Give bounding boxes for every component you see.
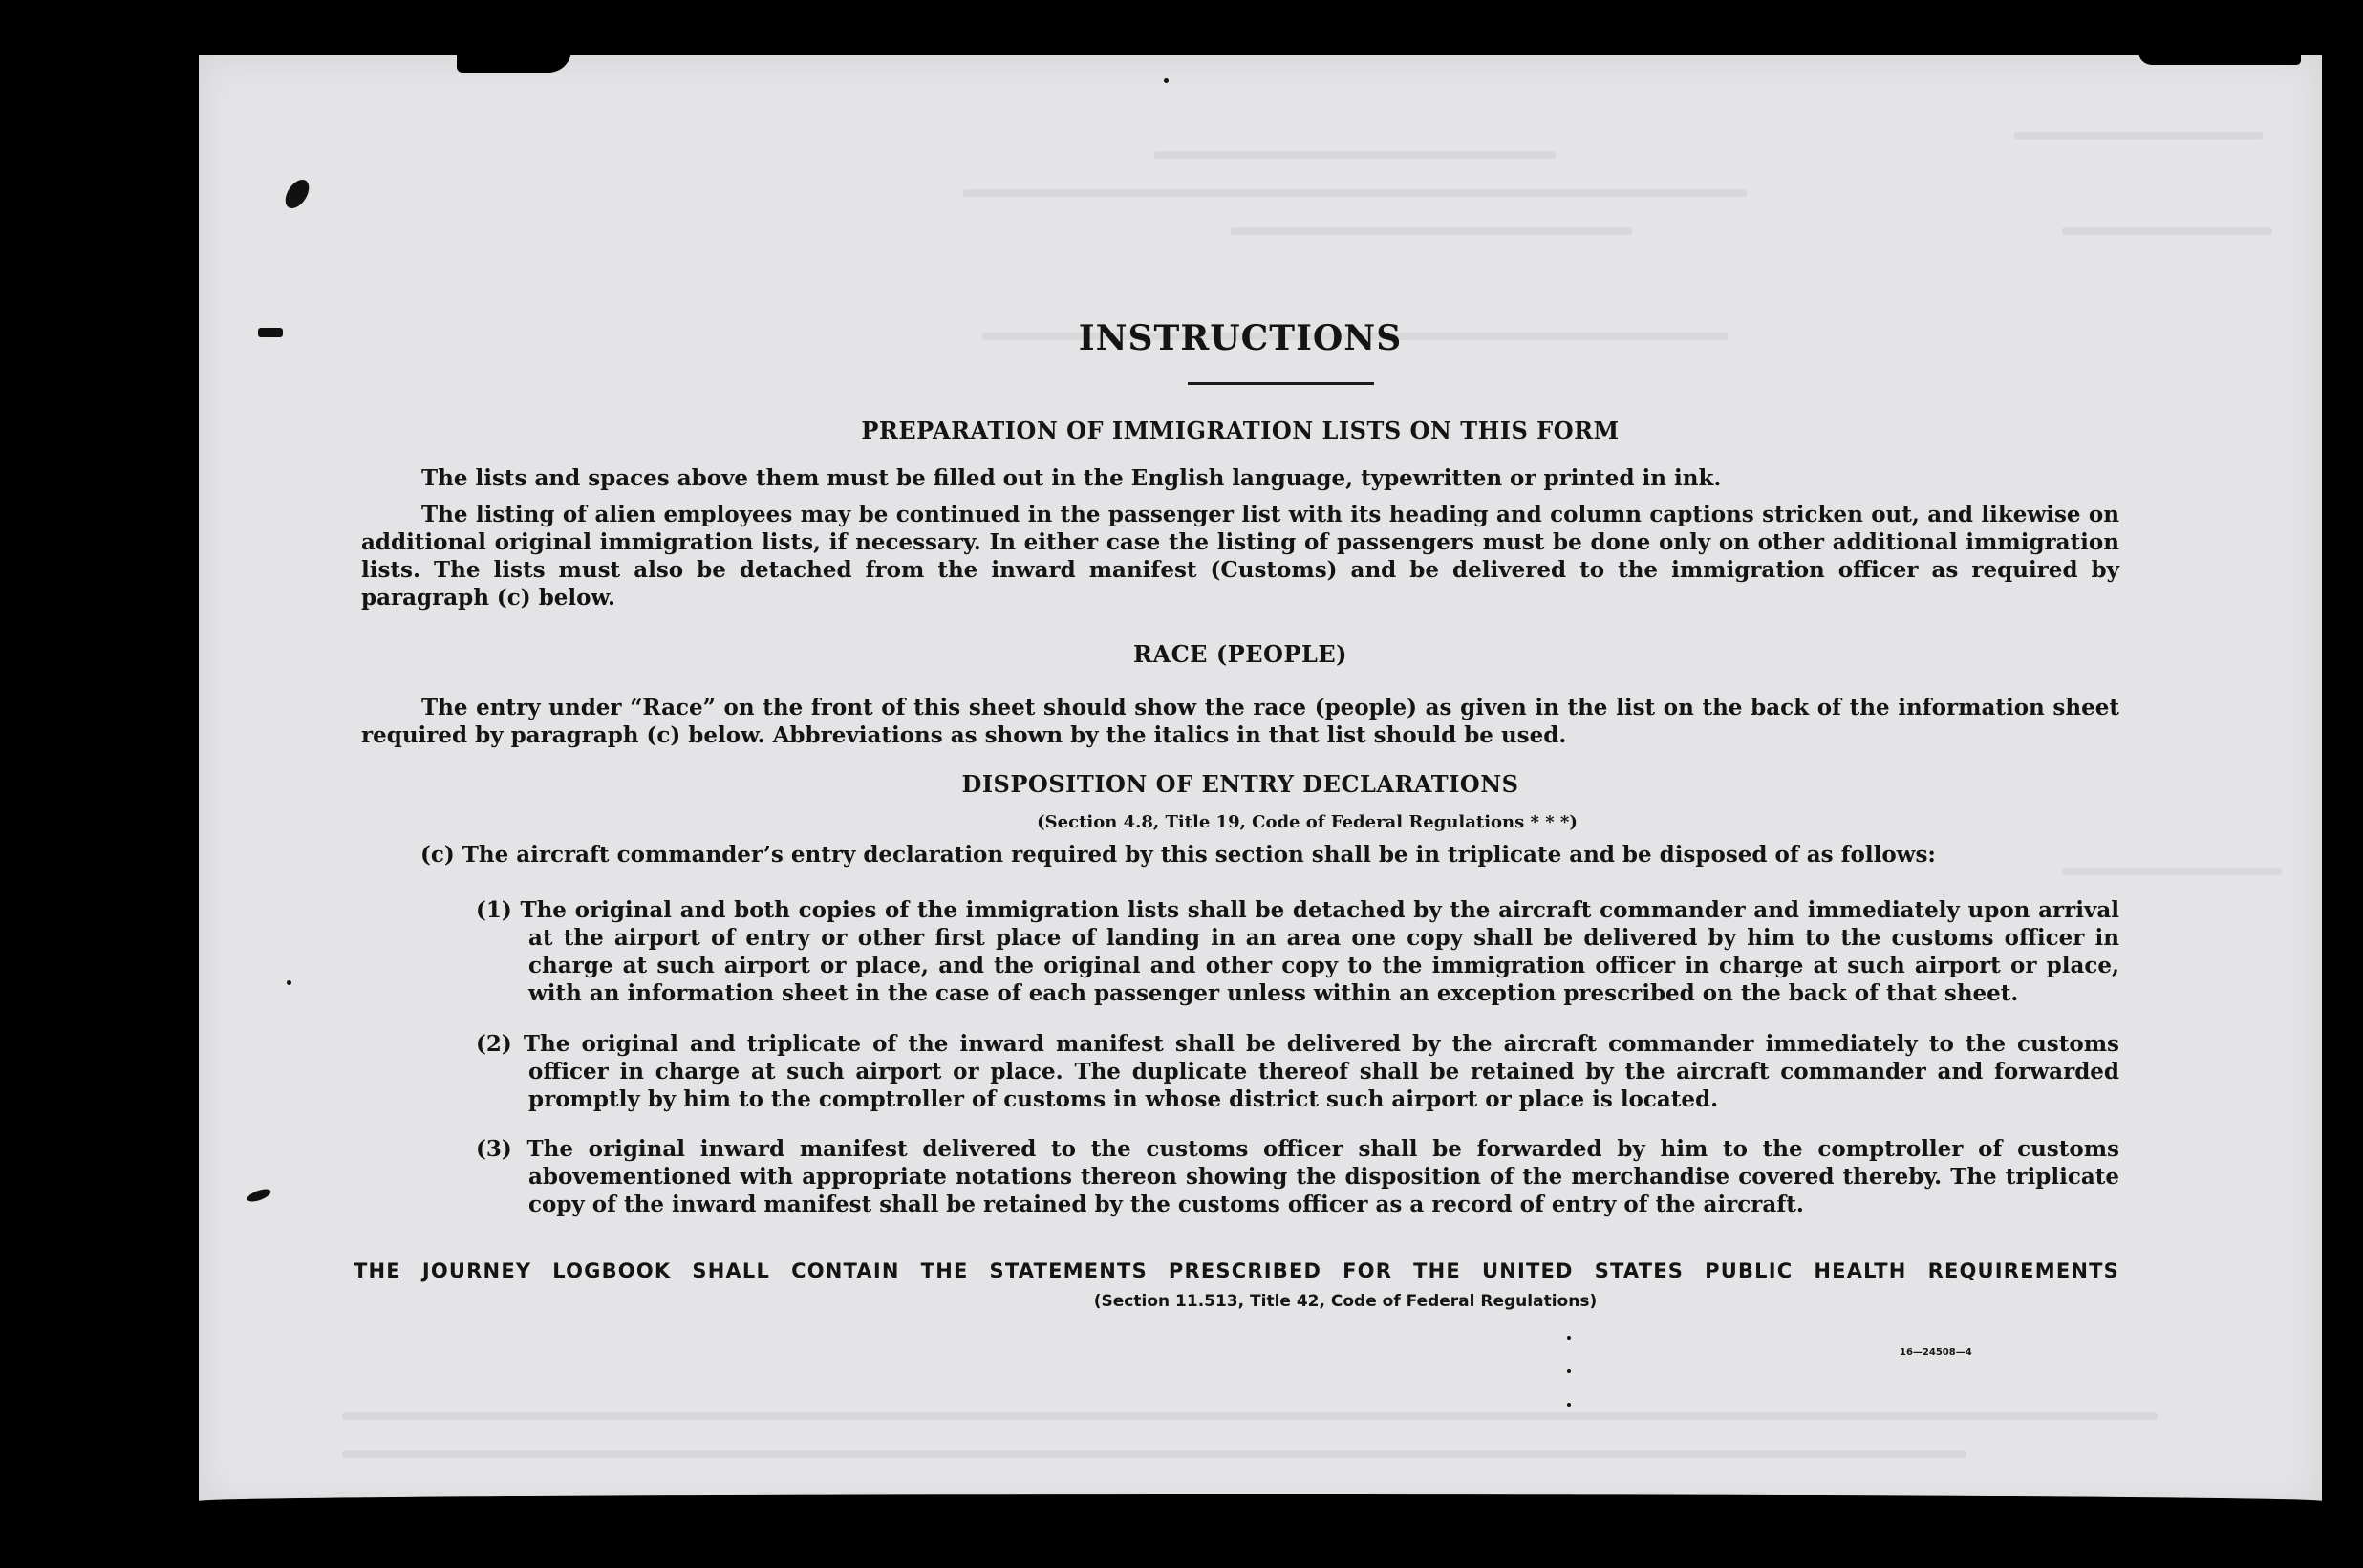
document-title: INSTRUCTIONS <box>1078 318 1403 358</box>
logbook-statement: THE JOURNEY LOGBOOK SHALL CONTAIN THE STATEMENTS PRESCRIBED FOR THE UNITED STATES PUBLIC HEALTH REQUIREMENTS <box>354 1259 2119 1282</box>
bleed-through-line <box>2062 227 2272 235</box>
bleed-through-line <box>342 1412 2158 1420</box>
bleed-through-line <box>963 189 1747 197</box>
form-code: 16—24508—4 <box>1900 1347 1972 1358</box>
bleed-through-line <box>2062 868 2282 875</box>
disposition-heading: DISPOSITION OF ENTRY DECLARATIONS <box>961 770 1519 798</box>
torn-edge-mark <box>199 1494 2322 1508</box>
disposition-item-2: (2) The original and triplicate of the inward manifest shall be delivered by the aircraft commander immediately to the customs officer in charge at such airport or place. The duplicate thereof shall be retained by the aircraft commander and forwarded promptly by him to the comptroller of customs in whose district such airport or place is located. <box>476 1031 2119 1112</box>
preparation-paragraph-2: The listing of alien employees may be continued in the passenger list with its heading and column captions stricken out, and likewise on additional original immigration lists, if necessary. In either case the listing of passengers must be done only on other additional immigration lists. The lists must also be detached from the inward manifest (Customs) and be delivered to the immigration officer as required by paragraph (c) below. <box>361 502 2119 611</box>
ink-speck <box>287 980 291 985</box>
logbook-citation: (Section 11.513, Title 42, Code of Federal Regulations) <box>1093 1292 1598 1311</box>
bleed-through-line <box>2014 132 2263 140</box>
preparation-paragraph-1: The lists and spaces above them must be filled out in the English language, typewritten or printed in ink. <box>421 465 1722 491</box>
ink-speck <box>1567 1336 1571 1340</box>
race-paragraph: The entry under “Race” on the front of this sheet should show the race (people) as given in the list on the back of the information sheet required by paragraph (c) below. Abbreviations as shown by the italics in that list should be used. <box>361 695 2119 748</box>
race-heading: RACE (PEOPLE) <box>1133 640 1347 668</box>
ink-speck <box>1567 1403 1571 1407</box>
document-sheet <box>199 55 2322 1508</box>
bleed-through-line <box>1231 227 1632 235</box>
ink-speck <box>282 180 313 208</box>
ink-speck <box>1164 78 1169 83</box>
bleed-through-line <box>1154 151 1556 159</box>
disposition-citation: (Section 4.8, Title 19, Code of Federal Regulations * * *) <box>1037 812 1578 832</box>
ink-speck <box>258 328 283 337</box>
disposition-item-1: (1) The original and both copies of the immigration lists shall be detached by the aircraft commander and immediately upon arrival at the airport of entry or other first place of landing in an area one copy shall be delivered by him to the customs officer in charge at such airport or place, and the original and other copy to the immigration officer in charge at such airport or place, with an information sheet in the case of each passenger unless within an exception prescribed on the back of that sheet. <box>476 897 2119 1006</box>
title-underline <box>1188 382 1374 385</box>
bleed-through-line <box>342 1450 1966 1458</box>
torn-edge-mark <box>2138 52 2301 65</box>
disposition-item-3: (3) The original inward manifest delivered to the customs officer shall be forwarded by him to the comptroller of customs abovementioned with appropriate notations thereon showing the disposition of the merchandise covered thereby. The triplicate copy of the inward manifest shall be retained by the customs officer as a record of entry of the aircraft. <box>476 1136 2119 1217</box>
torn-edge-mark <box>457 50 571 73</box>
ink-speck <box>246 1187 272 1204</box>
preparation-heading: PREPARATION OF IMMIGRATION LISTS ON THIS FORM <box>861 417 1620 444</box>
ink-speck <box>1567 1369 1571 1373</box>
disposition-intro: (c) The aircraft commander’s entry declaration required by this section shall be in triplicate and be disposed of as follows: <box>420 842 1936 868</box>
